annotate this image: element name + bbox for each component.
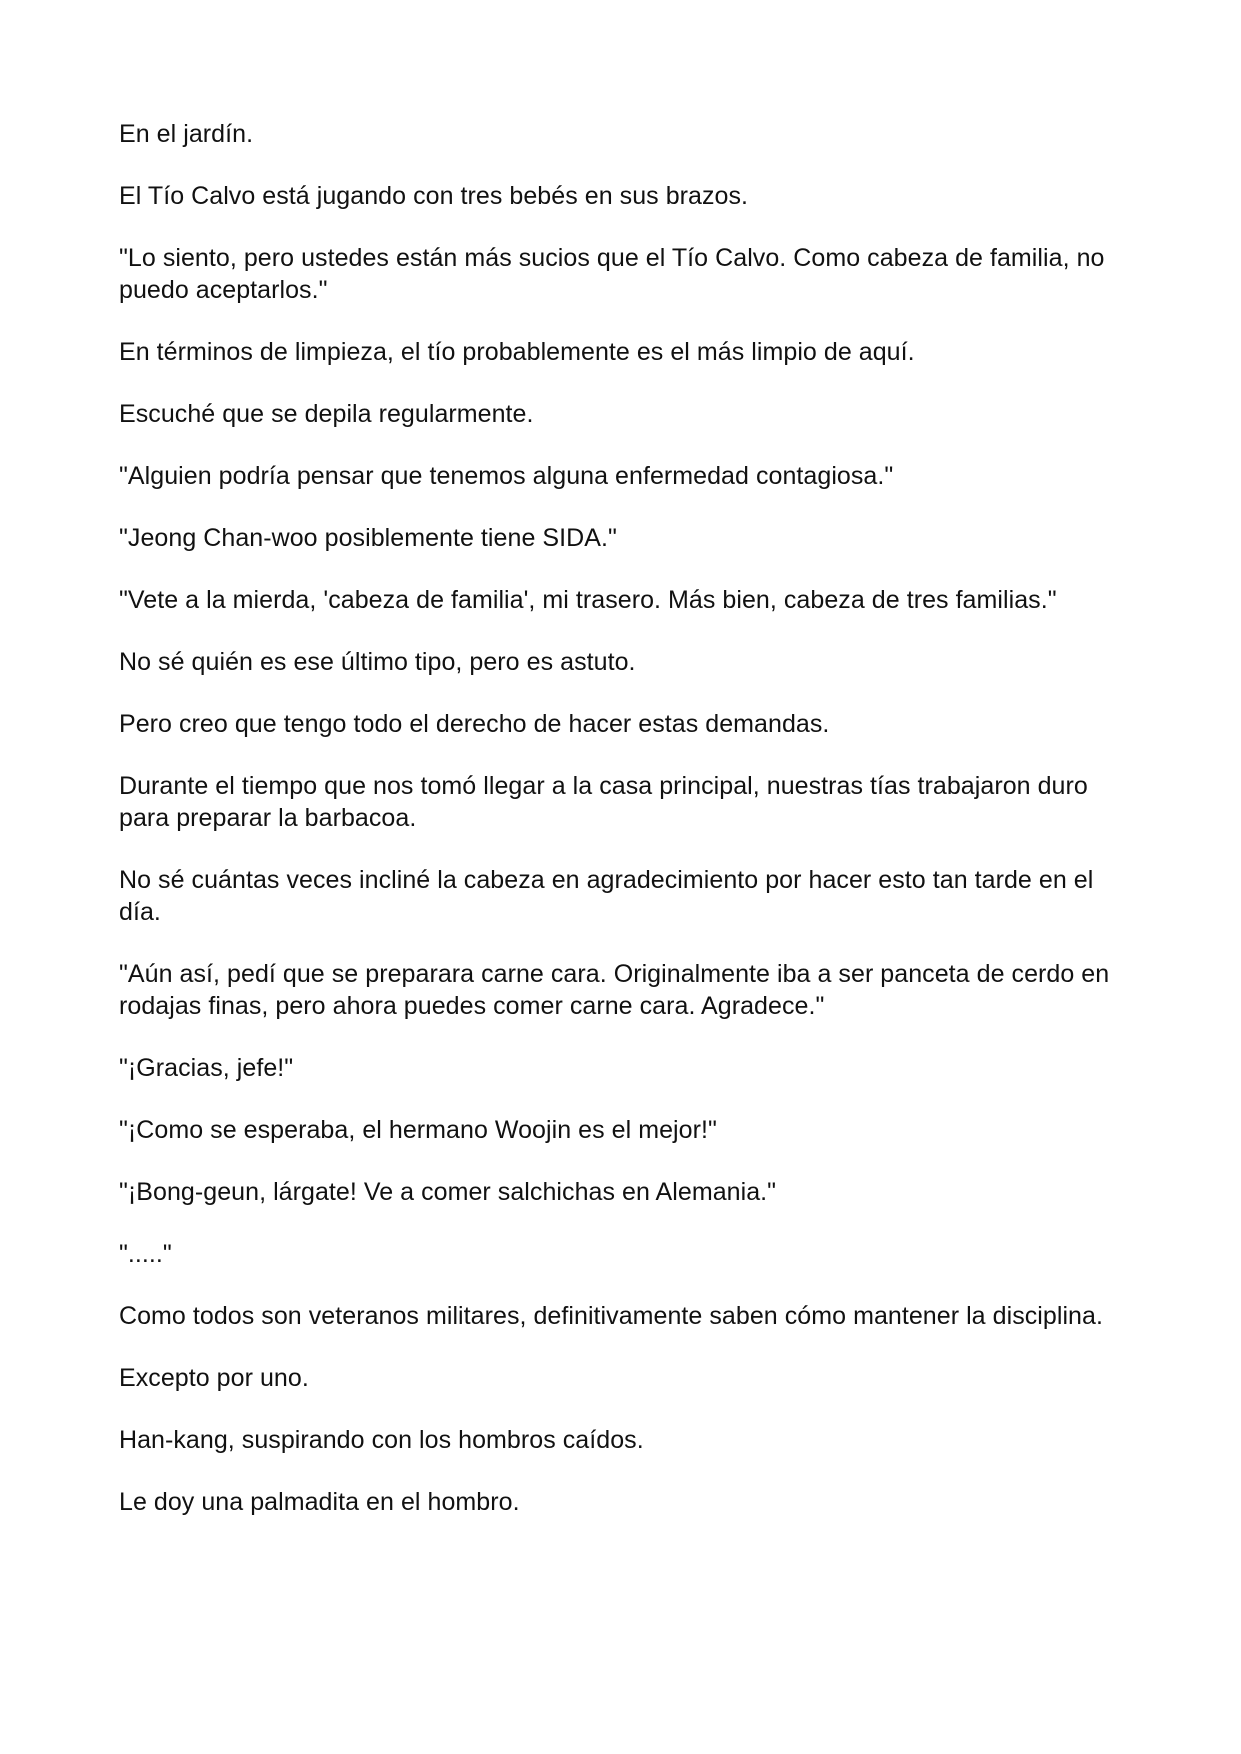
paragraph: El Tío Calvo está jugando con tres bebés en sus brazos. bbox=[119, 182, 749, 210]
paragraph: "Vete a la mierda, 'cabeza de familia', mi trasero. Más bien, cabeza de tres familias." bbox=[119, 586, 1057, 614]
paragraph: Excepto por uno. bbox=[119, 1364, 309, 1392]
paragraph: "Jeong Chan-woo posiblemente tiene SIDA." bbox=[119, 524, 617, 552]
paragraph: "Alguien podría pensar que tenemos alguna enfermedad contagiosa." bbox=[119, 462, 894, 490]
paragraph: Como todos son veteranos militares, definitivamente saben cómo mantener la disciplina. bbox=[119, 1302, 1103, 1330]
document-body bbox=[119, 118, 1129, 1548]
paragraph: "¡Como se esperaba, el hermano Woojin es el mejor!" bbox=[119, 1116, 717, 1144]
paragraph: Escuché que se depila regularmente. bbox=[119, 400, 534, 428]
paragraph: "¡Gracias, jefe!" bbox=[119, 1054, 294, 1082]
paragraph: En el jardín. bbox=[119, 120, 254, 148]
paragraph: En términos de limpieza, el tío probablemente es el más limpio de aquí. bbox=[119, 338, 915, 366]
paragraph: "....." bbox=[119, 1240, 172, 1268]
paragraph: Pero creo que tengo todo el derecho de hacer estas demandas. bbox=[119, 710, 830, 738]
paragraph: No sé quién es ese último tipo, pero es astuto. bbox=[119, 648, 636, 676]
paragraph: Le doy una palmadita en el hombro. bbox=[119, 1488, 520, 1516]
paragraph: "Lo siento, pero ustedes están más sucios que el Tío Calvo. Como cabeza de familia, no puedo aceptarlos." bbox=[119, 244, 1105, 304]
paragraph: "¡Bong-geun, lárgate! Ve a comer salchichas en Alemania." bbox=[119, 1178, 777, 1206]
paragraph: Han-kang, suspirando con los hombros caídos. bbox=[119, 1426, 644, 1454]
paragraph: "Aún así, pedí que se preparara carne cara. Originalmente iba a ser panceta de cerdo en rodajas finas, pero ahora puedes comer carne cara. Agradece." bbox=[119, 960, 1110, 1020]
paragraph: No sé cuántas veces incliné la cabeza en agradecimiento por hacer esto tan tarde en el día. bbox=[119, 866, 1094, 926]
paragraph: Durante el tiempo que nos tomó llegar a la casa principal, nuestras tías trabajaron duro para preparar la barbacoa. bbox=[119, 772, 1088, 832]
